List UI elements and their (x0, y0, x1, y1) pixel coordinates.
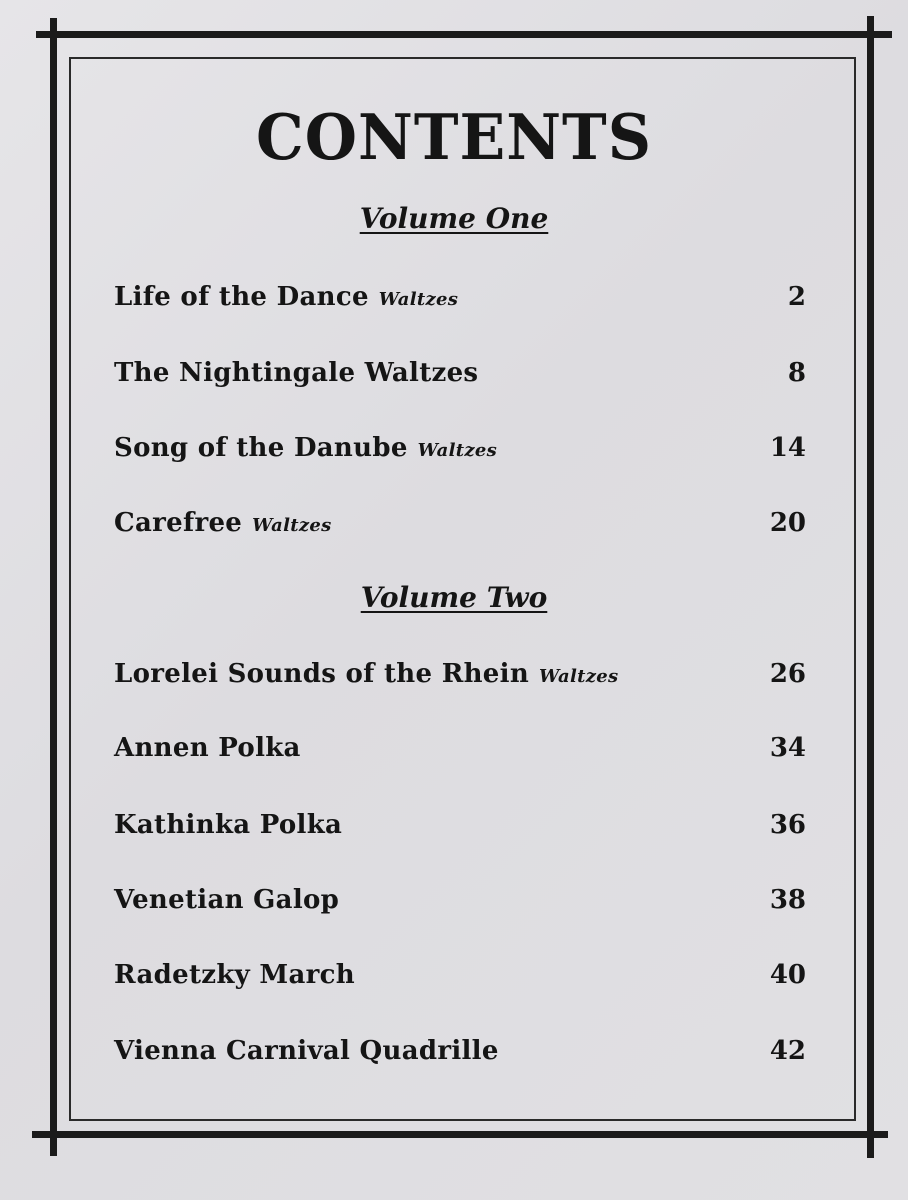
entry-title: Kathinka Polka (114, 810, 343, 840)
entry-page-number: 36 (769, 810, 806, 840)
toc-entry[interactable] (114, 431, 806, 467)
toc-entry[interactable] (114, 808, 806, 844)
entry-page-number: 20 (769, 508, 806, 538)
entry-title: Vienna Carnival Quadrille (114, 1036, 499, 1066)
entry-subtitle: Waltzes (417, 440, 498, 461)
entry-subtitle: Waltzes (252, 515, 332, 536)
toc-entry[interactable] (114, 506, 806, 542)
frame-rule-top (36, 31, 892, 38)
entry-page-number: 40 (769, 960, 806, 990)
toc-entry[interactable] (114, 1034, 806, 1070)
entry-page-number: 38 (769, 885, 806, 915)
entry-page-number: 8 (787, 358, 806, 388)
entry-title: Venetian Galop (114, 885, 340, 915)
toc-entry[interactable] (114, 883, 806, 919)
entry-title: Lorelei Sounds of the Rhein Waltzes (114, 659, 619, 689)
entry-title: Radetzky March (114, 960, 355, 990)
toc-entry[interactable] (114, 356, 806, 392)
entry-page-number: 42 (769, 1036, 806, 1066)
volume-two-heading: Volume Two (360, 581, 548, 614)
toc-entry[interactable] (114, 958, 806, 994)
entry-subtitle: Waltzes (539, 666, 619, 687)
toc-entry[interactable] (114, 657, 806, 693)
entry-title: Carefree Waltzes (114, 508, 332, 538)
entry-page-number: 26 (769, 659, 806, 689)
entry-title: Life of the Dance Waltzes (114, 282, 459, 312)
entry-title: Annen Polka (114, 733, 301, 763)
toc-entry[interactable] (114, 280, 806, 316)
toc-entry[interactable] (114, 731, 806, 767)
entry-page-number: 14 (769, 433, 806, 463)
entry-page-number: 2 (787, 282, 806, 312)
entry-subtitle: Waltzes (378, 289, 459, 310)
volume-one-heading: Volume One (359, 202, 549, 235)
entry-page-number: 34 (769, 733, 806, 763)
entry-title: The Nightingale Waltzes (114, 358, 479, 388)
entry-title: Song of the Danube Waltzes (114, 433, 498, 463)
page-title: CONTENTS (255, 101, 653, 175)
frame-rule-bottom (32, 1131, 888, 1138)
